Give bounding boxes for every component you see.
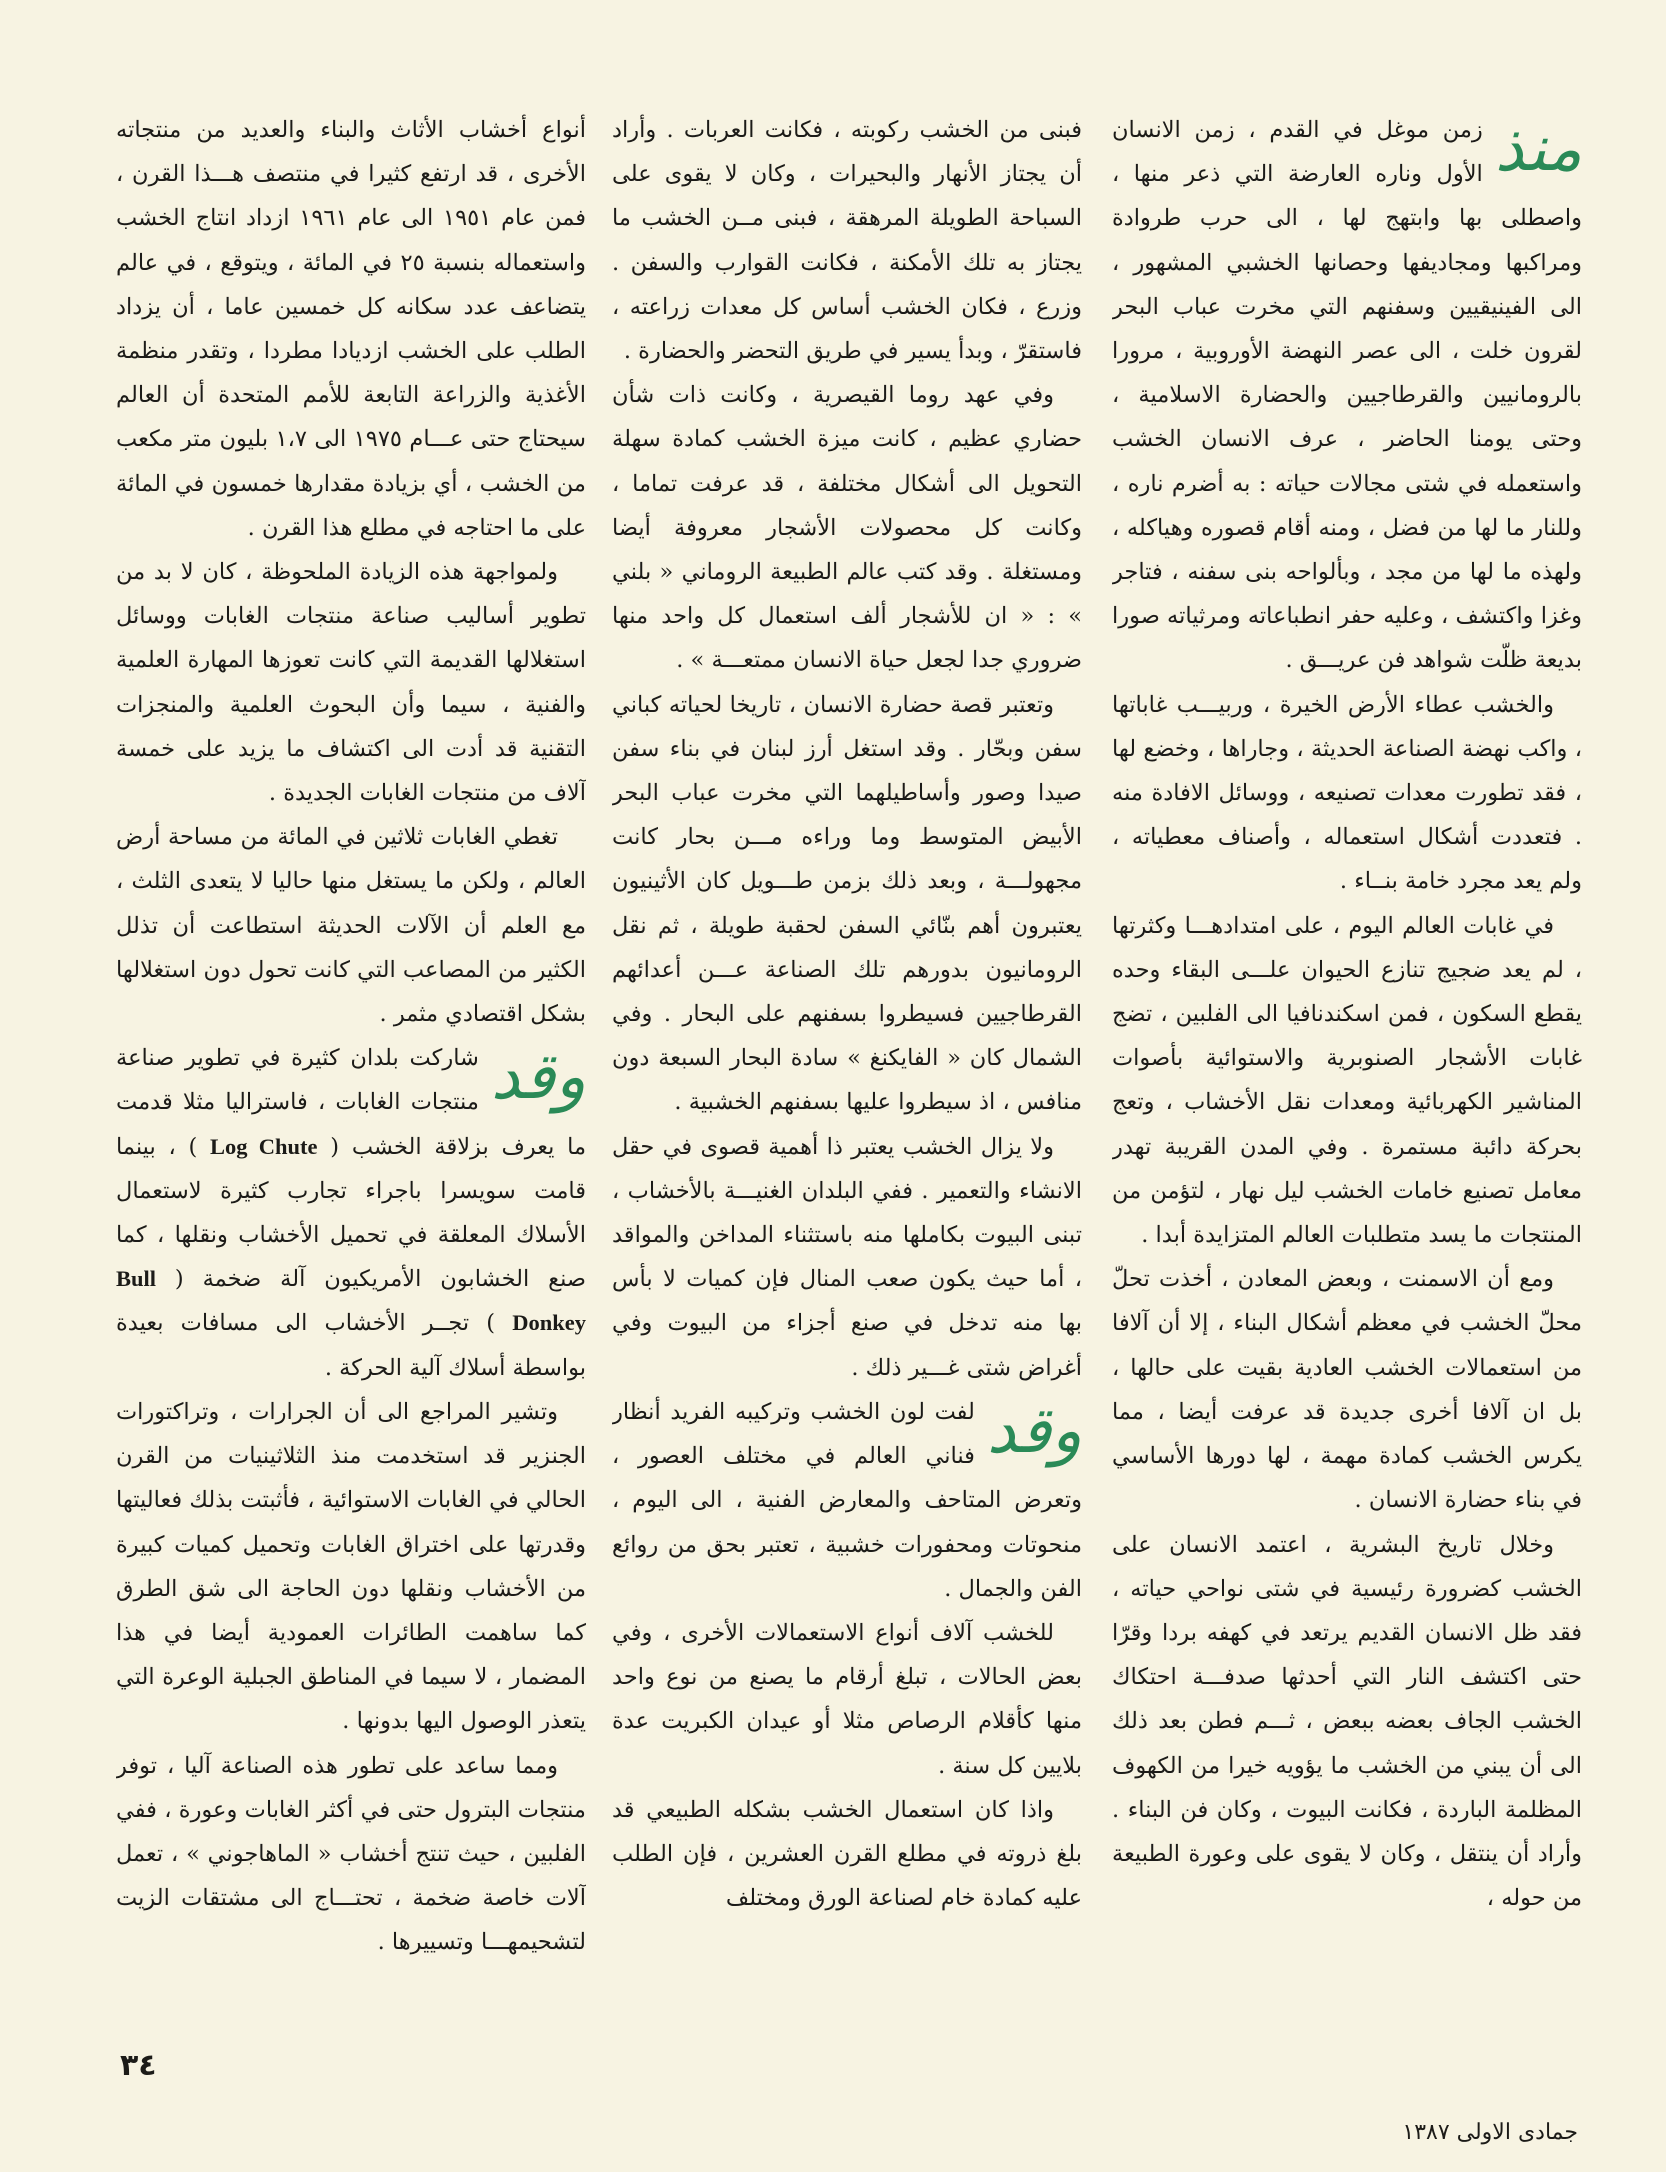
drop-cap: وقد	[490, 1040, 586, 1115]
paragraph: وتعتبر قصة حضارة الانسان ، تاريخا لحياته كباني سفن وبحّار . وقد استغل أرز لبنان في بناء سفن صيدا وصور وأساطيلهما التي مخرت عباب البحر الأبيض المتوسط وما وراءه مـــن بحار كانت مجهولـــة ، وبعد ذلك بزمن طـــويل كان الأثينيون يعتبرون أهم بنّائي السفن لحقبة طويلة ، ثم نقل الرومانيون بدورهم تلك الصناعة عـــن أعدائهم القرطاجيين فسيطروا بسفنهم على البحار . وفي الشمال كان « الفايكنغ » سادة البحار السبعة دون منافس ، اذ سيطروا عليها بسفنهم الخشبية .	[612, 691, 1082, 1116]
paragraph: وفي عهد روما القيصرية ، وكانت ذات شأن حضاري عظيم ، كانت ميزة الخشب كمادة سهلة التحويل الى أشكال مختلفة ، قد عرفت تماما ، وكانت كل محصولات الأشجار معروفة أيضا ومستغلة . وقد كتب عالم الطبيعة الروماني « بلني » : « ان للأشجار ألف استعمال كل واحد منها ضروري جدا لجعل حياة الانسان ممتعـــة » .	[612, 382, 1082, 674]
paragraph-text: لفت لون الخشب وتركيبه الفريد أنظار فناني العالم في مختلف العصور ، وتعرض المتاحف والمعارض الفنية ، الى اليوم ، منحوتات ومحفورات خشبية ، تعتبر بحق من روائع الفن والجمال .	[612, 1398, 1082, 1602]
text-column-left	[116, 108, 586, 2008]
paragraph: وخلال تاريخ البشرية ، اعتمد الانسان على الخشب كضرورة رئيسية في شتى نواحي حياته ، فقد ظل الانسان القديم يرتعد في كهفه بردا وقرّا حتى اكتشف النار التي أحدثها صدفـــة احتكاك الخشب الجاف بعضه ببعض ، ثـــم فطن بعد ذلك الى أن يبني من الخشب ما يؤويه خيرا من الكهوف المظلمة الباردة ، فكانت البيوت ، وكان فن البناء . وأراد أن ينتقل ، وكان لا يقوى على وعورة الطبيعة من حوله ،	[1112, 1531, 1582, 1912]
paragraph-text: شاركت بلدان كثيرة في تطوير صناعة منتجات الغابات ، فاستراليا مثلا قدمت ما يعرف بزلاقة الخشب (	[116, 1045, 586, 1160]
page-number: ٣٤	[120, 2048, 157, 2083]
paragraph: ومما ساعد على تطور هذه الصناعة آليا ، توفر منتجات البترول حتى في أكثر الغابات وعورة ، ففي الفلبين ، حيث تنتج أخشاب « الماهاجوني » ، تعمل آلات خاصة ضخمة ، تحتـــاج الى مشتقات الزيت لتشحيمهـــا وتسييرها .	[116, 1752, 586, 1956]
paragraph-text: زمن موغل في القدم ، زمن الانسان الأول وناره العارضة التي ذعر منها ، واصطلى بها وابتهج لها ، الى حرب طروادة ومراكبها ومجاديفها وحصانها الخشبي المشهور ، الى الفينيقيين وسفنهم التي مخرت عباب البحر لقرون خلت ، الى عصر النهضة الأوروبية ، مرورا بالرومانيين والقرطاجيين والحضارة الاسلامية ، وحتى يومنا الحاضر ، عرف الانسان الخشب واستعمله في شتى مجالات حياته : به أضرم ناره ، وللنار ما لها من فضل ، ومنه أقام قصوره وهياكله ، ولهذه ما لها من مجد ، وبألواحه بنى سفنه ، فتاجر وغزا واكتشف ، وعليه حفر انطباعاته ومرثياته صورا بديعة ظلّت شواهد فن عريـــق .	[1112, 117, 1582, 674]
paragraph: ولا يزال الخشب يعتبر ذا أهمية قصوى في حقل الانشاء والتعمير . ففي البلدان الغنيـــة بالأخشاب ، تبنى البيوت بكاملها منه باستثناء المداخن والمواقد ، أما حيث يكون صعب المنال فإن كميات لا بأس بها منه تدخل في صنع أجزاء من البيوت وفي أغراض شتى غـــير ذلك .	[612, 1133, 1082, 1381]
paragraph: تغطي الغابات ثلاثين في المائة من مساحة أرض العالم ، ولكن ما يستغل منها حاليا لا يتعدى الثلث ، مع العلم أن الآلات الحديثة استطاعت أن تذلل الكثير من المصاعب التي كانت تحول دون استغلالها بشكل اقتصادي مثمر .	[116, 824, 586, 1028]
paragraph	[612, 1390, 1082, 1611]
latin-term: Log Chute	[210, 1133, 318, 1159]
text-column-right	[1112, 108, 1582, 2008]
paragraph: أنواع أخشاب الأثاث والبناء والعديد من منتجاته الأخرى ، قد ارتفع كثيرا في منتصف هـــذا القرن ، فمن عام ١٩٥١ الى عام ١٩٦١ ازداد انتاج الخشب واستعماله بنسبة ٢٥ في المائة ، ويتوقع ، في عالم يتضاعف عدد سكانه كل خمسين عاما ، أن يزداد الطلب على الخشب ازديادا مطردا ، وتقدر منظمة الأغذية والزراعة التابعة للأمم المتحدة أن العالم سيحتاج حتى عـــام ١٩٧٥ الى ١،٧ بليون متر مكعب من الخشب ، أي بزيادة مقدارها خمسون في المائة على ما احتاجه في مطلع هذا القرن .	[116, 117, 586, 541]
paragraph-text: ) تجــر الأخشاب الى مسافات بعيدة بواسطة أسلاك آلية الحركة .	[116, 1310, 586, 1381]
paragraph	[1112, 108, 1582, 683]
paragraph-text: ) ، بينما قامت سويسرا باجراء تجارب كثيرة لاستعمال الأسلاك المعلقة في تحميل الأخشاب ونقلها ، كما صنع الخشابون الأمريكيون آلة ضخمة (	[116, 1133, 586, 1293]
issue-date: جمادى الاولى ١٣٨٧	[1402, 2120, 1578, 2145]
latin-term: Bull Donkey	[116, 1266, 586, 1336]
paragraph: وتشير المراجع الى أن الجرارات ، وتراكتورات الجنزير قد استخدمت منذ الثلاثينيات من القرن الحالي في الغابات الاستوائية ، فأثبتت بذلك فعاليتها وقدرتها على اختراق الغابات وتحميل كميات كبيرة من الأخشاب ونقلها دون الحاجة الى شق الطرق كما ساهمت الطائرات العمودية أيضا في هذا المضمار ، لا سيما في المناطق الجبلية الوعرة التي يتعذر الوصول اليها بدونها .	[116, 1398, 586, 1735]
drop-cap: وقد	[986, 1393, 1082, 1468]
paragraph: في غابات العالم اليوم ، على امتدادهـــا وكثرتها ، لم يعد ضجيج تنازع الحيوان علـــى البقاء وحده يقطع السكون ، فمن اسكندنافيا الى الفلبين ، تضج غابات الأشجار الصنوبرية والاستوائية بأصوات المناشير الكهربائية ومعدات نقل الأخشاب ، وتعج بحركة دائبة مستمرة . وفي المدن القريبة تهدر معامل تصنيع خامات الخشب ليل نهار ، لتؤمن من المنتجات ما يسد متطلبات العالم المتزايدة أبدا .	[1112, 912, 1582, 1249]
drop-cap: منذ	[1494, 112, 1582, 186]
paragraph: ومع أن الاسمنت ، وبعض المعادن ، أخذت تحلّ محلّ الخشب في معظم أشكال البناء ، إلا أن آلافا من استعمالات الخشب العادية بقيت على حالها ، بل ان آلافا أخرى جديدة قد عرفت أيضا ، مما يكرس الخشب كمادة مهمة ، لها دورها الأساسي في بناء حضارة الانسان .	[1112, 1266, 1582, 1514]
paragraph: واذا كان استعمال الخشب بشكله الطبيعي قد بلغ ذروته في مطلع القرن العشرين ، فإن الطلب عليه كمادة خام لصناعة الورق ومختلف	[612, 1796, 1082, 1912]
paragraph: للخشب آلاف أنواع الاستعمالات الأخرى ، وفي بعض الحالات ، تبلغ أرقام ما يصنع من نوع واحد منها كأقلام الرصاص مثلا أو عيدان الكبريت عدة بلايين كل سنة .	[612, 1619, 1082, 1779]
paragraph: فبنى من الخشب ركوبته ، فكانت العربات . وأراد أن يجتاز الأنهار والبحيرات ، وكان لا يقوى على السباحة الطويلة المرهقة ، فبنى مــن الخشب ما يجتاز به تلك الأمكنة ، فكانت القوارب والسفن . وزرع ، فكان الخشب أساس كل معدات زراعته ، فاستقرّ ، وبدأ يسير في طريق التحضر والحضارة .	[612, 117, 1082, 365]
paragraph: ولمواجهة هذه الزيادة الملحوظة ، كان لا بد من تطوير أساليب صناعة منتجات الغابات ووسائل استغلالها القديمة التي كانت تعوزها المهارة العلمية والفنية ، سيما وأن البحوث العلمية والمنجزات التقنية قد أدت الى اكتشاف ما يزيد على خمسة آلاف من منتجات الغابات الجديدة .	[116, 559, 586, 807]
paragraph: والخشب عطاء الأرض الخيرة ، وربيـــب غاباتها ، واكب نهضة الصناعة الحديثة ، وجاراها ، وخضع لها ، فقد تطورت معدات تصنيعه ، ووسائل الافادة منه . فتعددت أشكال استعماله ، وأصناف معطياته ، ولم يعد مجرد خامة بنــاء .	[1112, 691, 1582, 895]
paragraph	[116, 1036, 586, 1390]
text-column-middle	[612, 108, 1082, 2008]
